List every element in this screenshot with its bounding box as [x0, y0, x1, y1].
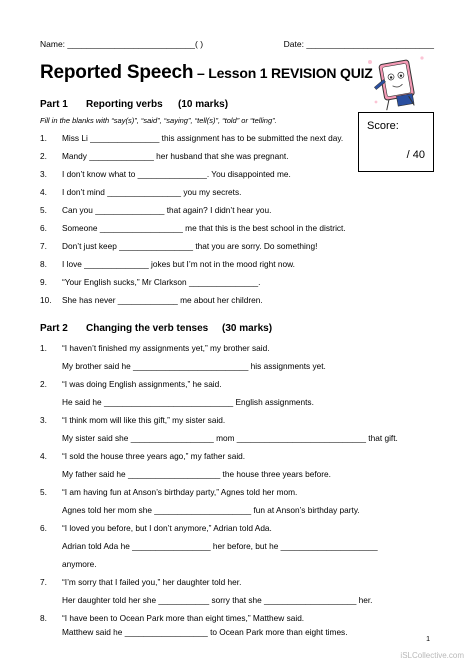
- part1-label: Part 1: [40, 99, 68, 110]
- score-total: / 40: [406, 149, 425, 161]
- part2-answer-line: He said he ____________________________ English assignments.: [62, 397, 314, 407]
- part2-answer-line: Her daughter told her she ___________ sorry that she ____________________ her.: [62, 595, 373, 605]
- part1-question: 3. I don’t know what to _______________. You disappointed me.: [40, 169, 291, 179]
- part2-title: Changing the verb tenses: [86, 323, 209, 334]
- name-field-label: Name: ___________________________( ): [40, 39, 204, 49]
- part2-question: 2. “I was doing English assignments,” he said.: [40, 379, 222, 389]
- part1-question: 4. I don’t mind ________________ you my secrets.: [40, 187, 242, 197]
- part2-question: 6. “I loved you before, but I don’t anymore,” Adrian told Ada.: [40, 523, 272, 533]
- watermark-footer: iSLCollective.com: [400, 651, 464, 660]
- part2-answer-line: Adrian told Ada he _________________ her before, but he _____________________: [62, 541, 378, 551]
- part1-question: 8. I love ______________ jokes but I’m not in the mood right now.: [40, 259, 295, 269]
- part2-question: 5. “I am having fun at Anson’s birthday party,” Agnes told her mom.: [40, 487, 298, 497]
- part1-title: Reporting verbs: [86, 99, 163, 110]
- part1-question: 6. Someone __________________ me that this is the best school in the district.: [40, 223, 346, 233]
- part2-question: 8. “I have been to Ocean Park more than eight times,” Matthew said.: [40, 613, 305, 623]
- part1-question: 7. Don’t just keep ________________ that you are sorry. Do something!: [40, 241, 318, 251]
- notebook-mascot-icon: [364, 52, 430, 112]
- part2-question: 4. “I sold the house three years ago,” my father said.: [40, 451, 246, 461]
- part2-question: 7. “I’m sorry that I failed you,” her daughter told her.: [40, 577, 242, 587]
- page-number: 1: [426, 636, 430, 643]
- part2-answer-line: Agnes told her mom she _____________________ fun at Anson’s birthday party.: [62, 505, 360, 515]
- worksheet-title: [40, 62, 373, 84]
- part1-instruction: Fill in the blanks with “say(s)”, “said”, “saying”, “tell(s)”, “told” or “telling”.: [40, 116, 277, 125]
- part1-marks: (10 marks): [178, 99, 229, 110]
- header-line: [40, 39, 434, 49]
- part1-question: 5. Can you _______________ that again? I didn’t hear you.: [40, 205, 272, 215]
- part2-heading: [40, 323, 272, 334]
- part1-question: 1. Miss Li _______________ this assignment has to be submitted the next day.: [40, 133, 344, 143]
- part2-answer-line: Matthew said he __________________ to Ocean Park more than eight times.: [62, 627, 348, 637]
- score-box: [358, 112, 434, 172]
- part2-question: 1. “I haven’t finished my assignments yet,” my brother said.: [40, 343, 270, 353]
- part2-marks: (30 marks): [222, 323, 273, 334]
- part1-question: 2. Mandy ______________ her husband that she was pregnant.: [40, 151, 289, 161]
- part2-answer-continuation: anymore.: [62, 559, 97, 569]
- part2-answer-line: My sister said she __________________ mom ____________________________ that gift.: [62, 433, 398, 443]
- part1-question: 10. She has never _____________ me about her children.: [40, 295, 263, 305]
- date-field-label: Date: ___________________________: [283, 39, 434, 49]
- title-subtitle: – Lesson 1 REVISION QUIZ: [193, 65, 373, 81]
- part2-question: 3. “I think mom will like this gift,” my sister said.: [40, 415, 226, 425]
- part1-heading: [40, 99, 228, 110]
- part2-answer-line: My father said he ____________________ the house three years before.: [62, 469, 331, 479]
- part1-question: 9. “Your English sucks,” Mr Clarkson _______________.: [40, 277, 261, 287]
- title-main: Reported Speech: [40, 62, 194, 83]
- part2-answer-line: My brother said he _________________________ his assignments yet.: [62, 361, 326, 371]
- score-label: Score:: [367, 120, 399, 132]
- part2-label: Part 2: [40, 323, 68, 334]
